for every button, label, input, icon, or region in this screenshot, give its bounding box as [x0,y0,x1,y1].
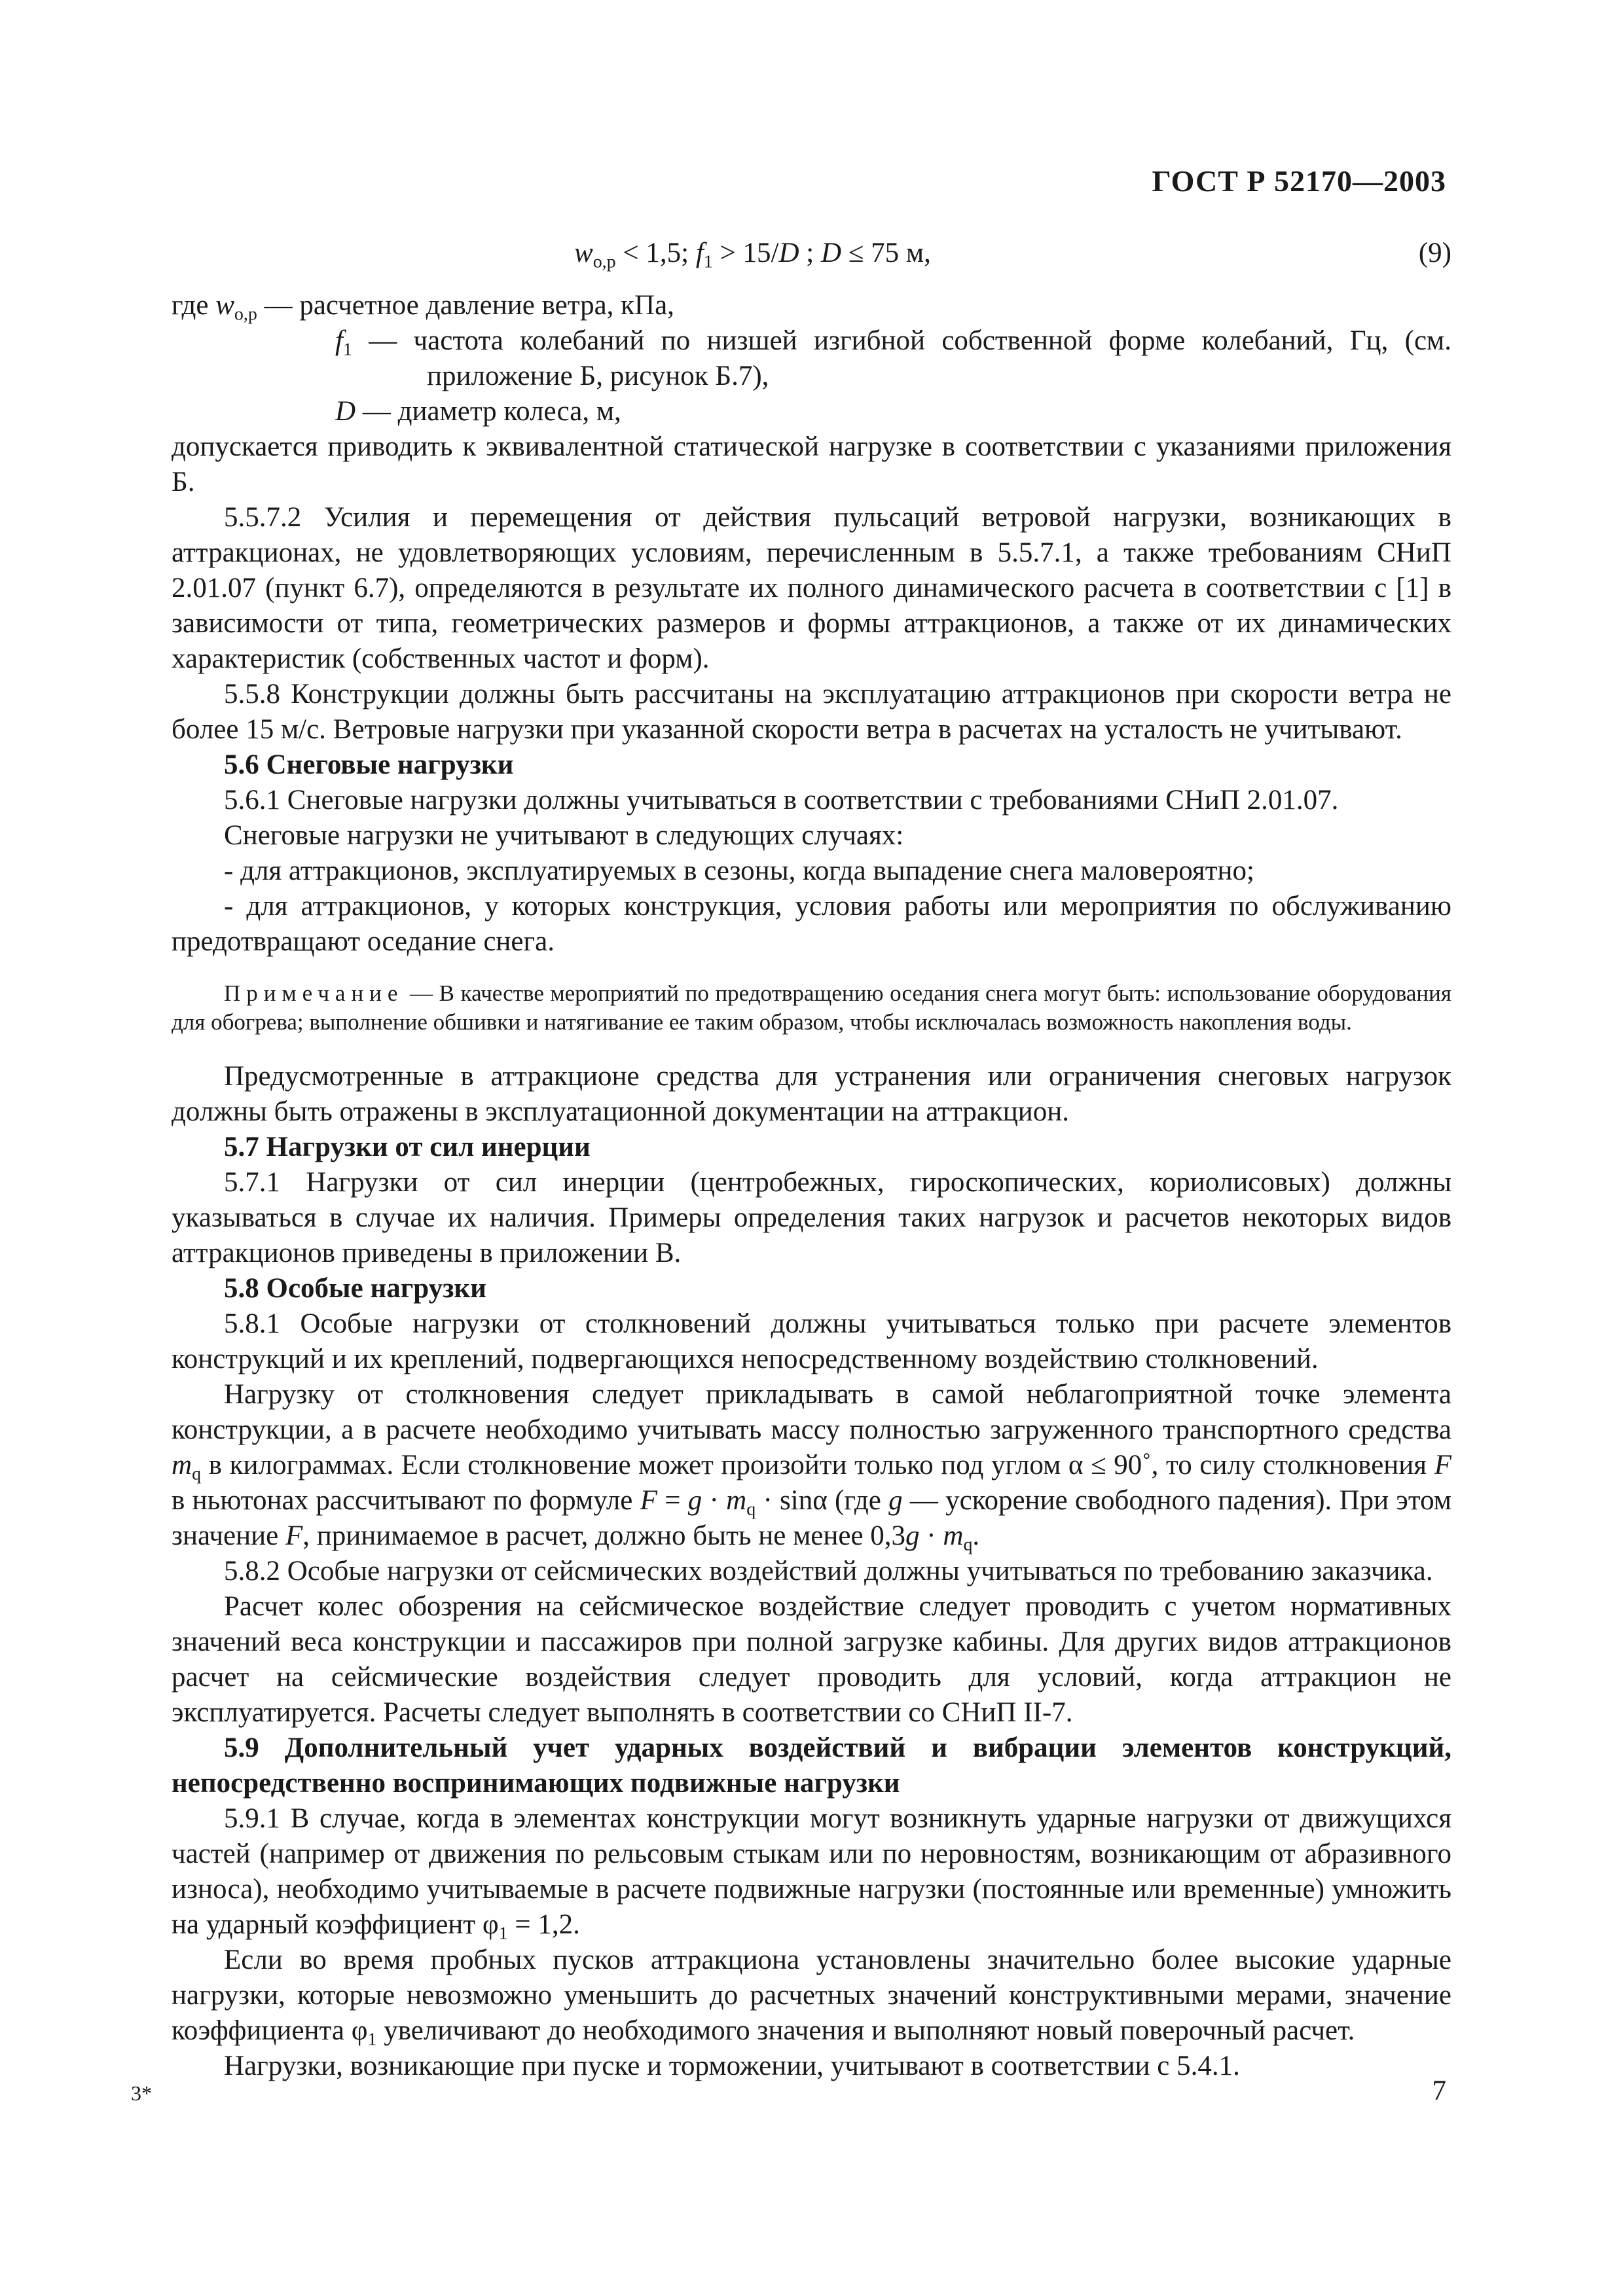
document-header: ГОСТ Р 52170—2003 [1152,164,1446,198]
paragraph-seismic: Расчет колес обозрения на сейсмическое воздействие следует проводить с учетом нормативных значений веса конструкции и пассажиров при полной загрузке кабины. Для других видов аттракционов расчет на сейсмические воздействия следует проводить для условий, когда аттракцион не эксплуатируется. Расчеты следует выполнять в соответствии со СНиП II-7. [172,1591,1451,1728]
formula-number: (9) [1418,238,1451,268]
definition-w: где $w_{o,p}$ — расчетное давление ветра, кПа, [172,290,674,325]
paragraph-5-8-2: 5.8.2 Особые нагрузки от сейсмических воздействий должны учитываться по требованию заказчика. [224,1556,1433,1587]
paragraph: Снеговые нагрузки не учитывают в следующих случаях: [224,820,904,851]
paragraph-5-9-1: 5.9.1 В случае, когда в элементах конструкции могут возникнуть ударные нагрузки от движущихся частей (например от движения по рельсовым стыкам или по неровностям, возникающим от абразивного износа), необходимо учитываемые в расчете подвижные нагрузки (постоянные или временные) умножить на ударный коэффициент $\varphi_1 = 1,2$. [172,1803,1451,1944]
definition-f: $f_1$ — частота колебаний по низшей изгибной собственной форме колебаний, Гц, (см. приложение Б, рисунок Б.7), [335,325,1451,391]
paragraph-trial-runs: Если во время пробных пусков аттракциона установлены значительно более высокие ударные нагрузки, которые невозможно уменьшить до расчетных значений конструктивными мерами, значение коэффициента $\varphi_1$ увеличивают до необходимого значения и выполняют новый поверочный расчет. [172,1945,1451,2050]
paragraph-5-8-1: 5.8.1 Особые нагрузки от столкновений должны учитываться только при расчете элементов конструкций и их креплений, подвергающихся непосредственному воздействию столкновений. [172,1308,1451,1374]
section-heading-5-6: 5.6 Снеговые нагрузки [224,749,514,780]
section-heading-5-8: 5.8 Особые нагрузки [224,1273,486,1304]
footer-signature-mark: 3* [131,2081,152,2105]
paragraph: допускается приводить к эквивалентной статической нагрузке в соответствии с указаниями приложения Б. [172,431,1451,497]
section-heading-5-9: 5.9 Дополнительный учет ударных воздействий и вибрации элементов конструкций, непосредственно воспринимающих подвижные нагрузки [172,1732,1451,1799]
section-heading-5-7: 5.7 Нагрузки от сил инерции [224,1132,591,1162]
paragraph-5-5-8: 5.5.8 Конструкции должны быть рассчитаны на эксплуатацию аттракционов при скорости ветра не более 15 м/с. Ветровые нагрузки при указанной скорости ветра в расчетах на усталость не учитывают. [172,679,1451,745]
paragraph-5-7-1: 5.7.1 Нагрузки от сил инерции (центробежных, гироскопических, кориолисовых) должны указываться в случае их наличия. Примеры определения таких нагрузок и расчетов некоторых видов аттракционов приведены в приложении В. [172,1167,1451,1268]
formula-9 [172,236,1451,281]
list-item: - для аттракционов, эксплуатируемых в сезоны, когда выпадение снега маловероятно; [224,855,1254,886]
formula-expression: $w_{o,p} < 1,5$; $f_1 > 15/D$ ; D ≤ 75 м, [574,238,931,272]
paragraph: Предусмотренные в аттракционе средства для устранения или ограничения снеговых нагрузок должны быть отражены в эксплуатационной документации на аттракцион. [172,1061,1451,1127]
list-item: - для аттракционов, у которых конструкция, условия работы или мероприятия по обслуживанию предотвращают оседание снега. [172,891,1451,957]
paragraph-collision: Нагрузку от столкновения следует прикладывать в самой неблагоприятной точке элемента конструкции, а в расчете необходимо учитывать массу полностью загруженного транспортного средства $m_q$ в килограммах. Если столкновение может произойти только под углом α ≤ 90˚, то силу столкновения F в ньютонах рассчитывают по формуле $F = g \cdot m_q \cdot \sin\alpha$ (где g — ускорение свободного падения). При этом значение F, принимаемое в расчет, должно быть не менее $0,3g \cdot m_q$. [172,1379,1451,1555]
definition-d: D — диаметр колеса, м, [335,396,621,427]
paragraph-5-6-1: 5.6.1 Снеговые нагрузки должны учитываться в соответствии с требованиями СНиП 2.01.07. [224,785,1339,816]
note: Примечание — В качестве мероприятий по предотвращению оседания снега могут быть: использование оборудования для обогрева; выполнение обшивки и натягивание ее таким образом, чтобы исключалась возможность накопления воды. [172,980,1451,1035]
paragraph-start-braking: Нагрузки, возникающие при пуске и торможении, учитывают в соответствии с 5.4.1. [224,2051,1240,2081]
paragraph-5-5-7-2: 5.5.7.2 Усилия и перемещения от действия пульсаций ветровой нагрузки, возникающих в аттракционах, не удовлетворяющих условиям, перечисленным в 5.5.7.1, а также требованиям СНиП 2.01.07 (пункт 6.7), определяются в результате их полного динамического расчета в соответствии с [1] в зависимости от типа, геометрических размеров и формы аттракционов, а также от их динамических характеристик (собственных частот и форм). [172,502,1451,674]
note-label: Примечание [224,980,404,1006]
page-number: 7 [1432,2075,1446,2106]
document-body [172,236,1451,2084]
